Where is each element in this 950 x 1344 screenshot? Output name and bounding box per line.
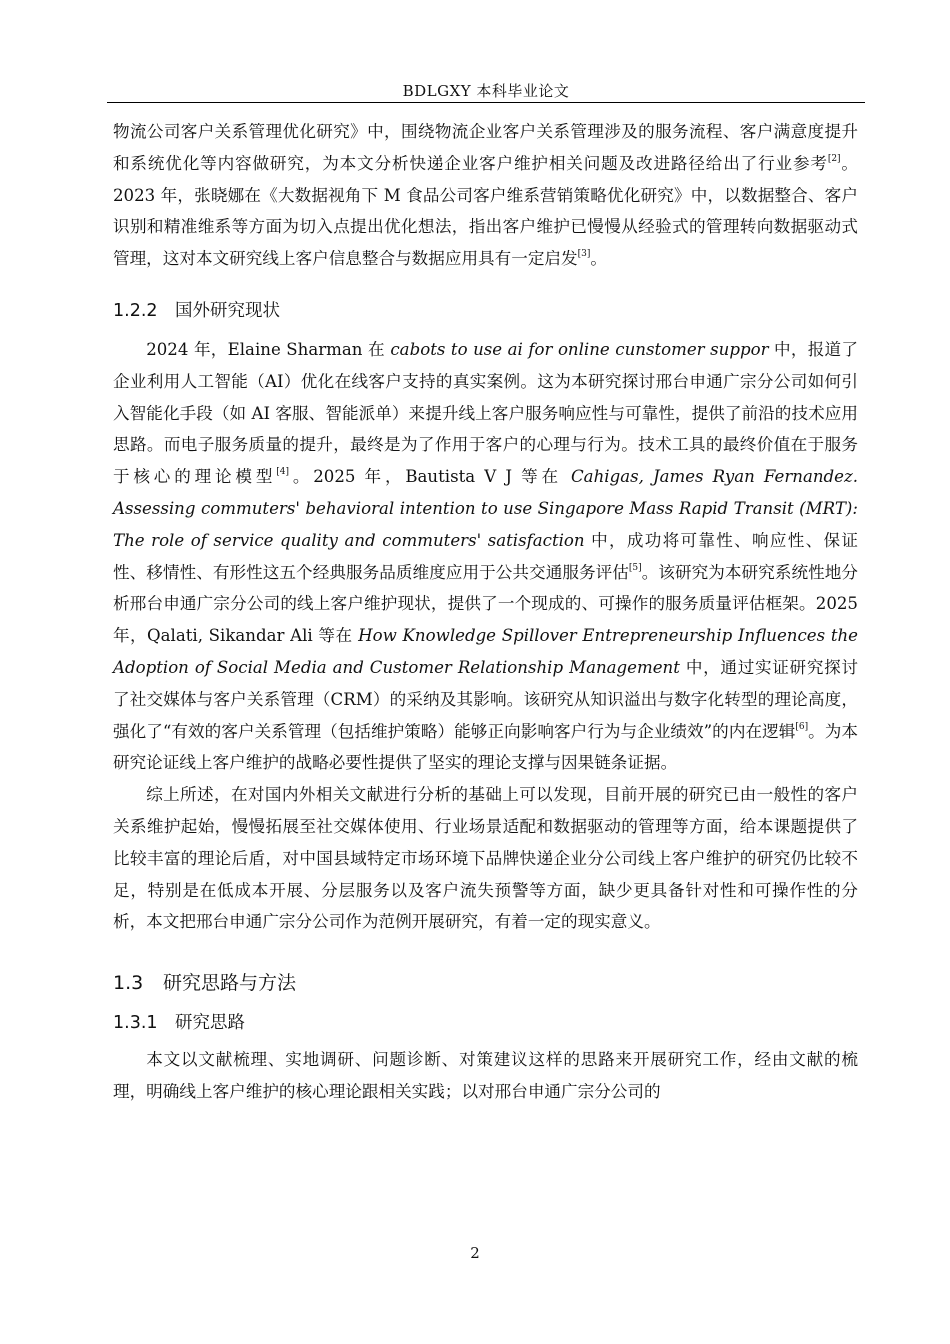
section-title: 国外研究现状 (175, 300, 280, 321)
section-heading-1-2-2 (113, 297, 858, 322)
section-heading-1-3 (113, 968, 858, 995)
summary-paragraph: 综上所述，在对国内外相关文献进行分析的基础上可以发现，目前开展的研究已由一般性的客户关系维护起始，慢慢拓展至社交媒体使用、行业场景适配和数据驱动的管理等方面，给本课题提供了比较丰富的理论后盾，对中国县域特定市场环境下品牌快递企业分公司线上客户维护的研究仍比较不足，特别是在低成本开展、分层服务以及客户流失预警等方面，缺少更具备针对性和可操作性的分析，本文把邢台申通广宗分公司作为范例开展研究，有着一定的现实意义。 (113, 785, 858, 932)
cited-title: cabots to use ai for online cunstomer suppor (390, 339, 769, 359)
running-header: BDLGXY 本科毕业论文 (402, 82, 570, 100)
citation: [3] (577, 249, 591, 260)
section-number: 1.3.1 (113, 1013, 158, 1034)
text-run: 2024 年，Elaine Sharman 在 (146, 339, 391, 359)
section-number: 1.2.2 (113, 300, 158, 321)
page-number: 2 (470, 1244, 480, 1262)
text-run: 物流公司客户关系管理优化研究》中，围绕物流企业客户关系管理涉及的服务流程、客户满意度提升和系统优化等内容做研究，为本文分析快递企业客户维护相关问题及改进路径给出了行业参考 (113, 122, 858, 173)
approach-paragraph: 本文以文献梳理、实地调研、问题诊断、对策建议这样的思路来开展研究工作，经由文献的梳理，明确线上客户维护的核心理论跟相关实践；以对邢台申通广宗分公司的 (113, 1050, 858, 1101)
citation: [4] (276, 467, 289, 478)
citation: [5] (628, 562, 642, 573)
text-run: 中，报道了企业利用人工智能（AI）优化在线客户支持的真实案例。这为本研究探讨邢台申通广宗分公司如何引入智能化手段（如 AI 客服、智能派单）来提升线上客户服务响应性与可靠性，提供了前沿的技术应用思路。而电子服务质量的提升，最终是为了作用于客户的心理与行为。技术工具的最终价值在于服务于核心的理论模型 (113, 339, 858, 487)
intro-paragraph (113, 116, 858, 275)
section-title: 研究思路 (175, 1013, 245, 1034)
section-title: 研究思路与方法 (163, 972, 297, 995)
text-run: 。2025 年，Bautista V J 等在 (289, 467, 571, 487)
text-run: 。该研究为本研究系统性地分析邢台申通广宗分公司的线上客户维护现状，提供了一个现成的、可操作的服务质量评估框架。2025 年，Qalati, Sikandar Ali 等在 (113, 562, 859, 646)
foreign-research-paragraph (113, 334, 858, 779)
citation: [6] (795, 721, 809, 732)
header-rule (107, 102, 865, 103)
page-body (113, 116, 858, 1108)
cited-title: How Knowledge Spillover Entrepreneurship Influences the Adoption of Social Media and Customer Relationship Management (113, 626, 858, 677)
section-number: 1.3 (113, 972, 144, 995)
text-run: 中，通过实证研究探讨了社交媒体与客户关系管理（CRM）的采纳及其影响。该研究从知识溢出与数字化转型的理论高度，强化了“有效的客户关系管理（包括维护策略）能够正向影响客户行为与企业绩效”的内在逻辑 (113, 657, 858, 741)
text-run: 。 (590, 249, 607, 269)
section-heading-1-3-1 (113, 1009, 858, 1034)
text-run: 中，成功将可靠性、响应性、保证性、移情性、有形性这五个经典服务品质维度应用于公共交通服务评估 (113, 530, 858, 582)
text-run: 。2023 年，张晓娜在《大数据视角下 M 食品公司客户维系营销策略优化研究》中，以数据整合、客户识别和精准维系等方面为切入点提出优化想法，指出客户维护已慢慢从经验式的管理转向数据驱动式管理，这对本文研究线上客户信息整合与数据应用具有一定启发 (113, 153, 858, 269)
citation: [2] (827, 153, 841, 164)
text-run: 。为本研究论证线上客户维护的战略必要性提供了坚实的理论支撑与因果链条证据。 (113, 721, 859, 773)
cited-title: Cahigas, James Ryan Fernandez. Assessing commuters' behavioral intention to use Singapore Mass Rapid Transit (MRT): The role of service quality and commuters' satisfaction (113, 467, 858, 550)
